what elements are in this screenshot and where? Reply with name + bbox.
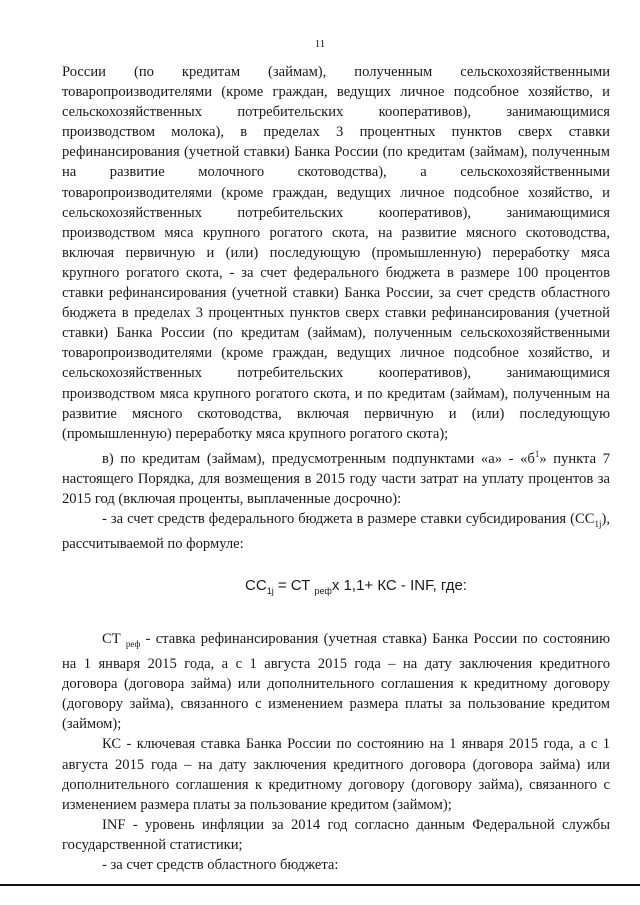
definition-inf: INF - уровень инфляции за 2014 год согласно данным Федеральной службы государственной статистики; xyxy=(62,816,610,853)
subsidy-formula xyxy=(62,576,610,601)
formula-rest: х 1,1+ КС - INF, где: xyxy=(331,577,467,595)
page-number: 11 xyxy=(314,38,326,50)
item-v-text-start: в) по кредитам (займам), предусмотренным подпунктами «а» - «б xyxy=(102,450,535,467)
regional-budget-line: - за счет средств областного бюджета: xyxy=(102,857,339,874)
page-bottom-rule xyxy=(0,884,640,886)
def-st-text: - ставка рефинансирования (учетная ставка) Банка России по состоянию на 1 января 2015 года, а с 1 августа 2015 года – на дату заключения кредитного договора (договора займа) или дополнительного соглашения к кредитному договору (договору займа), связанного с изменением размера платы за пользование кредитом (займом); xyxy=(62,631,611,733)
paragraph-continuation: России (по кредитам (займам), полученным сельскохозяйственными товаропроизводителями (кроме граждан, ведущих личное подсобное хозяйство, и сельскохозяйственных потребительских кооперативов), занимающимися производством молока), в пределах 3 процентных пунктов сверх ставки рефинансирования (учетной ставки) Банка России (по кредитам (займам), полученным на развитие молочного скотоводства), а сельскохозяйственными товаропроизводителями (кроме граждан, ведущих личное подсобное хозяйство, и сельскохозяйственных потребительских кооперативов), занимающимися производством мяса крупного рогатого скота, на развитие мясного скотоводства, включая первичную и (или) последующую (промышленную) переработку мяса крупного рогатого скота, - за счет федерального бюджета в размере 100 процентов ставки рефинансирования (учетной ставки) Банка России, за счет средств областного бюджета в пределах 3 процентных пунктов сверх ставки рефинансирования (учетной ставки) Банка России (по кредитам (займам), полученным сельскохозяйственными товаропроизводителями (кроме граждан, ведущих личное подсобное хозяйство, и сельскохозяйственных потребительских кооперативов), занимающимися производством мяса крупного рогатого скота, и по кредитам (займам), полученным на развитие мясного скотоводства, включая первичную и (или) последующую (промышленную) переработку мяса крупного рогатого скота); xyxy=(62,64,610,442)
def-st-prefix: СТ xyxy=(102,631,126,648)
item-v-text-end: » пункта 7 настоящего Порядка, для возмещения в 2015 году части затрат на уплату процентов за 2015 год (включая проценты, выплаченные досрочно): xyxy=(62,450,610,507)
definition-ks: КС - ключевая ставка Банка России по состоянию на 1 января 2015 года, а с 1 августа 2015 года – на дату заключения кредитного договора (договора займа) или дополнительного соглашения к кредитному договору (договору займа), связанного с изменением размера платы за пользование кредитом (займом); xyxy=(62,736,610,813)
formula-cc: СС xyxy=(245,577,267,595)
item-v-superscript: 1 xyxy=(534,448,540,459)
federal-text-end: ), рассчитываемой по формуле: xyxy=(62,510,610,552)
formula-cc-subscript: 1j xyxy=(266,586,274,597)
definition-st-ref xyxy=(62,629,610,734)
formula-ref-subscript: реф xyxy=(314,586,332,597)
item-v-paragraph xyxy=(62,444,610,509)
federal-budget-paragraph xyxy=(62,509,610,554)
def-st-subscript: реф xyxy=(125,639,141,650)
federal-subscript: 1j xyxy=(594,518,602,529)
formula-eq: = СТ xyxy=(273,577,315,595)
federal-text-start: - за счет средств федерального бюджета в размере ставки субсидирования (СС xyxy=(102,510,595,527)
document-body xyxy=(62,62,610,875)
